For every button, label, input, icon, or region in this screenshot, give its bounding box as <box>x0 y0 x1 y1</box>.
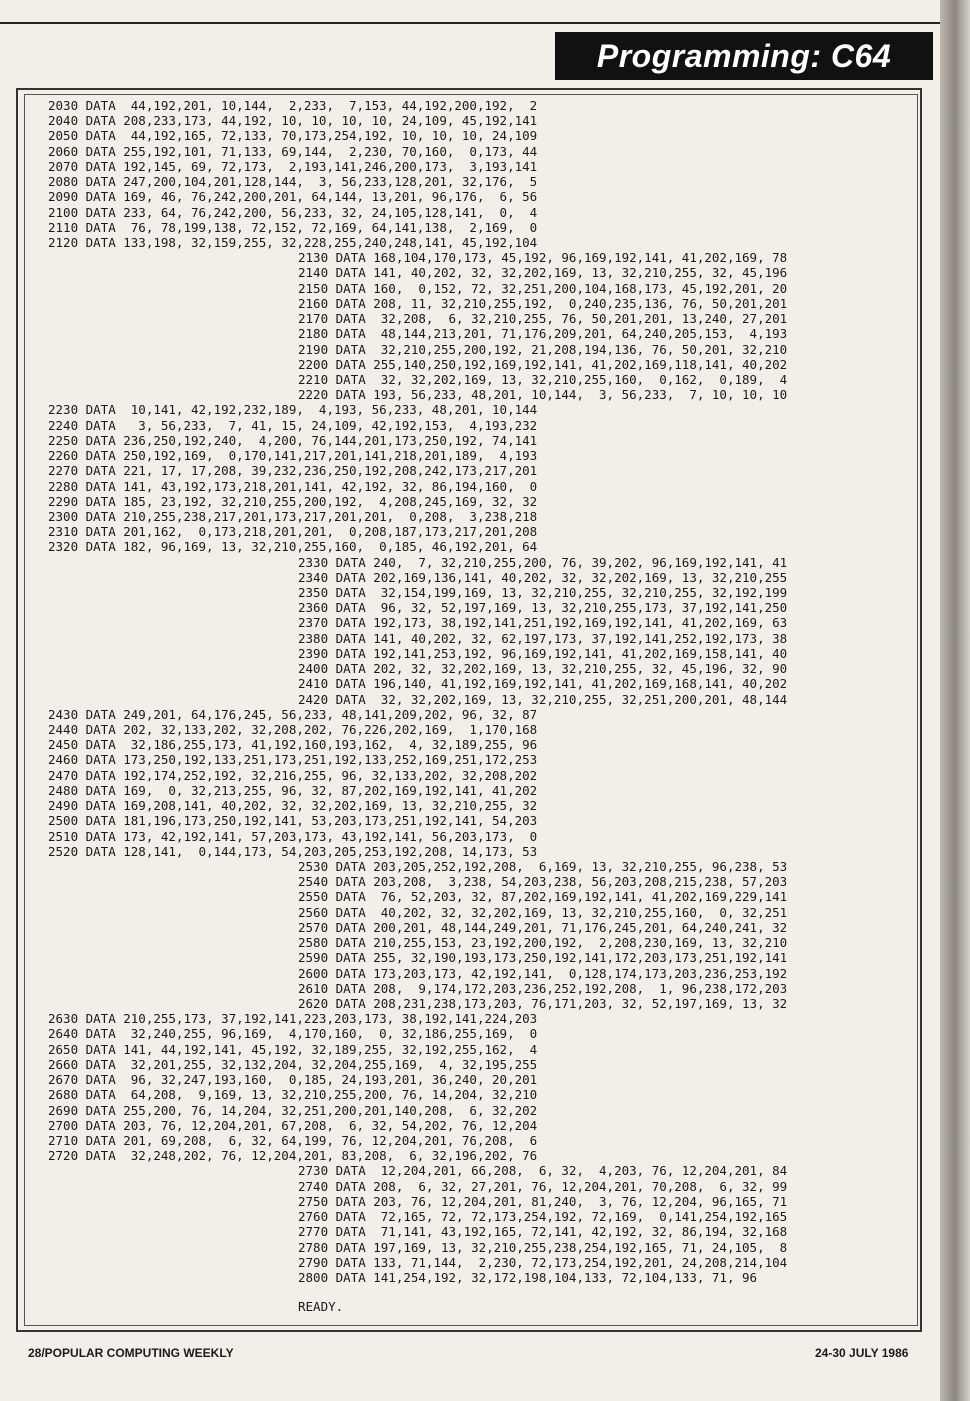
listing-line: 2250 DATA 236,250,192,240, 4,200, 76,144,201,173,250,192, 74,141 <box>48 432 538 448</box>
listing-line: 2300 DATA 210,255,238,217,201,173,217,201,201, 0,208, 3,238,218 <box>48 508 538 524</box>
listing-line: 2280 DATA 141, 43,192,173,218,201,141, 42,192, 32, 86,194,160, 0 <box>48 478 538 494</box>
listing-line: 2740 DATA 208, 6, 32, 27,201, 76, 12,204,201, 70,208, 6, 32, 99 <box>298 1178 788 1194</box>
listing-line: 2110 DATA 76, 78,199,138, 72,152, 72,169, 64,141,138, 2,169, 0 <box>48 219 538 235</box>
listing-line: 2370 DATA 192,173, 38,192,141,251,192,169,192,141, 41,202,169, 63 <box>298 615 788 631</box>
page-edge-shadow <box>940 0 970 1401</box>
listing-line: 2540 DATA 203,208, 3,238, 54,203,238, 56,203,208,215,238, 57,203 <box>298 874 788 890</box>
listing-line: 2030 DATA 44,192,201, 10,144, 2,233, 7,153, 44,192,200,192, 2 <box>48 98 538 113</box>
listing-line: 2210 DATA 32, 32,202,169, 13, 32,210,255,160, 0,162, 0,189, 4 <box>298 371 788 387</box>
listing-line: 2700 DATA 203, 76, 12,204,201, 67,208, 6, 32, 54,202, 76, 12,204 <box>48 1117 538 1133</box>
listing-line: 2130 DATA 168,104,170,173, 45,192, 96,169,192,141, 41,202,169, 78 <box>298 250 788 266</box>
listing-line: 2650 DATA 141, 44,192,141, 45,192, 32,189,255, 32,192,255,162, 4 <box>48 1041 538 1057</box>
listing-line: 2440 DATA 202, 32,133,202, 32,208,202, 76,226,202,169, 1,170,168 <box>48 722 538 738</box>
listing-line: 2240 DATA 3, 56,233, 7, 41, 15, 24,109, 42,192,153, 4,193,232 <box>48 417 538 433</box>
listing-line: 2180 DATA 48,144,213,201, 71,176,209,201, 64,240,205,153, 4,193 <box>298 326 788 342</box>
section-header: Programming: C64 <box>555 32 933 80</box>
listing-line: 2730 DATA 12,204,201, 66,208, 6, 32, 4,203, 76, 12,204,201, 84 <box>298 1163 788 1179</box>
listing-line: 2140 DATA 141, 40,202, 32, 32,202,169, 13, 32,210,255, 32, 45,196 <box>298 265 788 281</box>
listing-line: 2200 DATA 255,140,250,192,169,192,141, 41,202,169,118,141, 40,202 <box>298 356 788 372</box>
listing-line: 2040 DATA 208,233,173, 44,192, 10, 10, 10, 10, 24,109, 45,192,141 <box>48 113 538 129</box>
listing-line: 2350 DATA 32,154,199,169, 13, 32,210,255, 32,210,255, 32,192,199 <box>298 585 788 601</box>
listing-line: 2050 DATA 44,192,165, 72,133, 70,173,254,192, 10, 10, 10, 24,109 <box>48 128 538 144</box>
listing-line: 2150 DATA 160, 0,152, 72, 32,251,200,104,168,173, 45,192,201, 20 <box>298 280 788 296</box>
listing-line: 2640 DATA 32,240,255, 96,169, 4,170,160, 0, 32,186,255,169, 0 <box>48 1026 538 1042</box>
listing-line: 2400 DATA 202, 32, 32,202,169, 13, 32,210,255, 32, 45,196, 32, 90 <box>298 661 788 677</box>
listing-line: 2530 DATA 203,205,252,192,208, 6,169, 13, 32,210,255, 96,238, 53 <box>298 859 788 874</box>
listing-line: 2170 DATA 32,208, 6, 32,210,255, 76, 50,201,201, 13,240, 27,201 <box>298 311 788 327</box>
listing-line: 2360 DATA 96, 32, 52,197,169, 13, 32,210,255,173, 37,192,141,250 <box>298 600 788 616</box>
listing-line: 2750 DATA 203, 76, 12,204,201, 81,240, 3, 76, 12,204, 96,165, 71 <box>298 1193 788 1209</box>
listing-line: 2450 DATA 32,186,255,173, 41,192,160,193,162, 4, 32,189,255, 96 <box>48 737 538 753</box>
page-footer-date: 24-30 JULY 1986 <box>815 1346 909 1360</box>
listing-line: 2270 DATA 221, 17, 17,208, 39,232,236,250,192,208,242,173,217,201 <box>48 463 538 479</box>
listing-line: 2500 DATA 181,196,173,250,192,141, 53,203,173,251,192,141, 54,203 <box>48 813 538 829</box>
listing-line: 2320 DATA 182, 96,169, 13, 32,210,255,160, 0,185, 46,192,201, 64 <box>48 539 538 555</box>
listing-line: 2780 DATA 197,169, 13, 32,210,255,238,254,192,165, 71, 24,105, 8 <box>298 1239 788 1255</box>
listing-line: 2710 DATA 201, 69,208, 6, 32, 64,199, 76, 12,204,201, 76,208, 6 <box>48 1132 538 1148</box>
page-footer-publication: 28/POPULAR COMPUTING WEEKLY <box>28 1346 234 1360</box>
listing-line: 2100 DATA 233, 64, 76,242,200, 56,233, 32, 24,105,128,141, 0, 4 <box>48 204 538 220</box>
listing-line: 2230 DATA 10,141, 42,192,232,189, 4,193, 56,233, 48,201, 10,144 <box>48 402 538 418</box>
listing-line: 2120 DATA 133,198, 32,159,255, 32,228,255,240,248,141, 45,192,104 <box>48 234 538 250</box>
listing-line: 2790 DATA 133, 71,144, 2,230, 72,173,254,192,201, 24,208,214,104 <box>298 1254 788 1270</box>
listing-line: 2410 DATA 196,140, 41,192,169,192,141, 41,202,169,168,141, 40,202 <box>298 676 788 692</box>
listing-line: 2340 DATA 202,169,136,141, 40,202, 32, 32,202,169, 13, 32,210,255 <box>298 569 788 585</box>
listing-line: 2570 DATA 200,201, 48,144,249,201, 71,176,245,201, 64,240,241, 32 <box>298 919 788 935</box>
listing-line: 2070 DATA 192,145, 69, 72,173, 2,193,141,246,200,173, 3,193,141 <box>48 158 538 174</box>
listing-line: 2580 DATA 210,255,153, 23,192,200,192, 2,208,230,169, 13, 32,210 <box>298 935 788 951</box>
listing-line: 2310 DATA 201,162, 0,173,218,201,201, 0,208,187,173,217,201,208 <box>48 524 538 540</box>
listing-line: 2610 DATA 208, 9,174,172,203,236,252,192,208, 1, 96,238,172,203 <box>298 980 788 996</box>
listing-line: 2760 DATA 72,165, 72, 72,173,254,192, 72,169, 0,141,254,192,165 <box>298 1209 788 1225</box>
listing-line: 2380 DATA 141, 40,202, 32, 62,197,173, 37,192,141,252,192,173, 38 <box>298 630 788 646</box>
listing-line: 2800 DATA 141,254,192, 32,172,198,104,133, 72,104,133, 71, 96 <box>298 1269 758 1285</box>
listing-line: 2560 DATA 40,202, 32, 32,202,169, 13, 32,210,255,160, 0, 32,251 <box>298 904 788 920</box>
listing-line: 2330 DATA 240, 7, 32,210,255,200, 76, 39,202, 96,169,192,141, 41 <box>298 554 788 570</box>
listing-line: 2060 DATA 255,192,101, 71,133, 69,144, 2,230, 70,160, 0,173, 44 <box>48 143 538 159</box>
listing-line: 2430 DATA 249,201, 64,176,245, 56,233, 48,141,209,202, 96, 32, 87 <box>48 706 538 722</box>
listing-line: 2510 DATA 173, 42,192,141, 57,203,173, 43,192,141, 56,203,173, 0 <box>48 828 538 844</box>
listing-line: 2460 DATA 173,250,192,133,251,173,251,192,133,252,169,251,172,253 <box>48 752 538 768</box>
listing-line: 2080 DATA 247,200,104,201,128,144, 3, 56,233,128,201, 32,176, 5 <box>48 174 538 190</box>
listing-line: 2470 DATA 192,174,252,192, 32,216,255, 96, 32,133,202, 32,208,202 <box>48 767 538 783</box>
listing-line: 2720 DATA 32,248,202, 76, 12,204,201, 83,208, 6, 32,196,202, 76 <box>48 1148 538 1164</box>
listing-line: 2420 DATA 32, 32,202,169, 13, 32,210,255, 32,251,200,201, 48,144 <box>298 691 788 707</box>
listing-line: 2690 DATA 255,200, 76, 14,204, 32,251,200,201,140,208, 6, 32,202 <box>48 1102 538 1118</box>
listing-line: 2260 DATA 250,192,169, 0,170,141,217,201,141,218,201,189, 4,193 <box>48 448 538 464</box>
listing-line: 2770 DATA 71,141, 43,192,165, 72,141, 42,192, 32, 86,194, 32,168 <box>298 1224 788 1240</box>
listing-line: 2480 DATA 169, 0, 32,213,255, 96, 32, 87,202,169,192,141, 41,202 <box>48 782 538 798</box>
ready-prompt: READY. <box>298 1299 344 1315</box>
listing-line: 2190 DATA 32,210,255,200,192, 21,208,194,136, 76, 50,201, 32,210 <box>298 341 788 357</box>
listing-line: 2600 DATA 173,203,173, 42,192,141, 0,128,174,173,203,236,253,192 <box>298 965 788 981</box>
listing-line: 2520 DATA 128,141, 0,144,173, 54,203,205,253,192,208, 14,173, 53 <box>48 843 538 859</box>
listing-line: 2550 DATA 76, 52,203, 32, 87,202,169,192,141, 41,202,169,229,141 <box>298 889 788 905</box>
listing-line: 2220 DATA 193, 56,233, 48,201, 10,144, 3, 56,233, 7, 10, 10, 10 <box>298 387 788 403</box>
listing-line: 2390 DATA 192,141,253,192, 96,169,192,141, 41,202,169,158,141, 40 <box>298 645 788 661</box>
listing-line: 2630 DATA 210,255,173, 37,192,141,223,203,173, 38,192,141,224,203 <box>48 1011 538 1027</box>
listing-line: 2490 DATA 169,208,141, 40,202, 32, 32,202,169, 13, 32,210,255, 32 <box>48 798 538 814</box>
listing-line: 2290 DATA 185, 23,192, 32,210,255,200,192, 4,208,245,169, 32, 32 <box>48 493 538 509</box>
listing-line: 2680 DATA 64,208, 9,169, 13, 32,210,255,200, 76, 14,204, 32,210 <box>48 1087 538 1103</box>
top-rule <box>0 22 940 24</box>
listing-line: 2160 DATA 208, 11, 32,210,255,192, 0,240,235,136, 76, 50,201,201 <box>298 295 788 311</box>
listing-line: 2090 DATA 169, 46, 76,242,200,201, 64,144, 13,201, 96,176, 6, 56 <box>48 189 538 205</box>
listing-line: 2590 DATA 255, 32,190,193,173,250,192,141,172,203,173,251,192,141 <box>298 950 788 966</box>
listing-line: 2620 DATA 208,231,238,173,203, 76,171,203, 32, 52,197,169, 13, 32 <box>298 995 788 1011</box>
listing-line: 2660 DATA 32,201,255, 32,132,204, 32,204,255,169, 4, 32,195,255 <box>48 1056 538 1072</box>
listing-line: 2670 DATA 96, 32,247,193,160, 0,185, 24,193,201, 36,240, 20,201 <box>48 1072 538 1088</box>
